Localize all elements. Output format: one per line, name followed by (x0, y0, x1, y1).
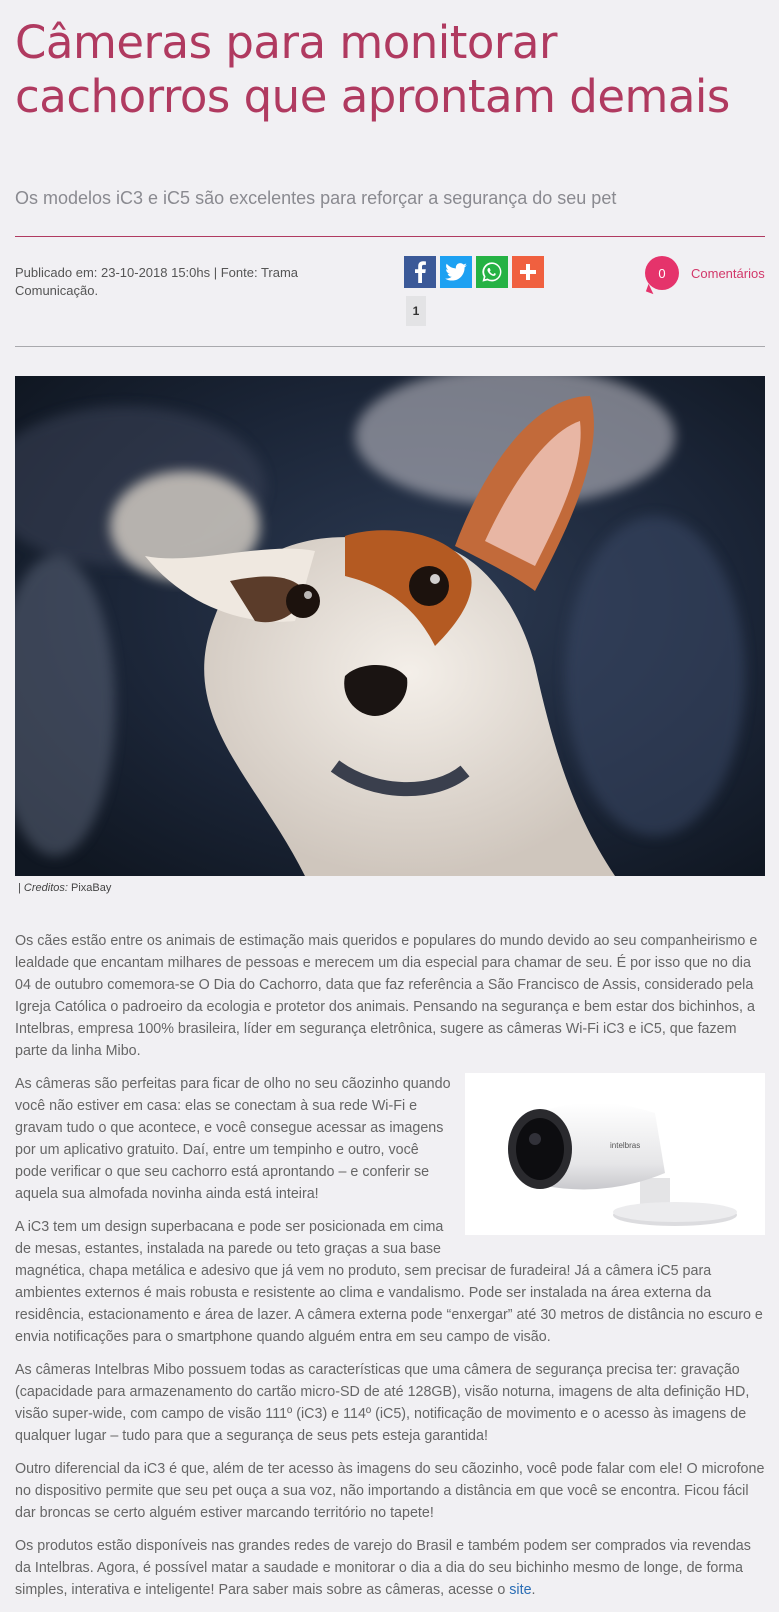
paragraph-6-suffix: . (531, 1582, 536, 1598)
image-caption: | Creditos: PixaBay (18, 882, 112, 894)
comments-count: 0 (658, 265, 666, 281)
meta-divider (15, 346, 765, 347)
paragraph-3: A iC3 tem um design superbacana e pode ser posicionada em cima de mesas, estantes, instalada na parede ou teto graças a sua base magnética, chapa metálica e adesivo que já vem no produto, sem precisar de furadeira! Já a câmera iC5 para ambientes externos é mais robusta e resistente ao clima e vandalismo. Pode ser instalada na área externa da residência, estacionamento e área de lazer. A câmera externa pode “enxergar” até 30 metros de distância no escuro e envia notificações para o smartphone quando alguém entra em seu campo de visão. (15, 1219, 763, 1345)
paragraph-6 (15, 1535, 765, 1601)
paragraph-2: As câmeras são perfeitas para ficar de olho no seu cãozinho quando você não estiver em casa: elas se conectam à sua rede Wi-Fi e gravam tudo o que acontece, e você consegue acessar as imagens por um aplicativo gratuito. Daí, entre um tempinho e outro, você pode verificar o que seu cachorro está aprontando – e conferir se aquela sua almofada novinha ainda está inteira! (15, 1076, 451, 1202)
comments-label: Comentários (691, 265, 765, 281)
paragraph-1: Os cães estão entre os animais de estimação mais queridos e populares do mundo devido ao seu companheirismo e lealdade que encantam milhares de pessoas e merecem um dia especial para chamar de seu. É por isso que no dia 04 de outubro comemora-se O Dia do Cachorro, data que faz referência a São Francisco de Assis, considerado pela Igreja Católica o padroeiro da ecologia e protetor dos animais. Pensando na segurança e bem estar dos bichinhos, a Intelbras, empresa 100% brasileira, líder em segurança eletrônica, sugere as câmeras Wi-Fi iC3 e iC5, que fazem parte da linha Mibo. (15, 933, 758, 1059)
facebook-share-button[interactable] (404, 256, 436, 288)
whatsapp-icon (481, 261, 503, 283)
share-bar (404, 256, 544, 288)
comments-link[interactable] (645, 256, 765, 290)
article-title: Câmeras para monitorar cachorros que aprontam demais (15, 16, 730, 123)
paragraph-4: As câmeras Intelbras Mibo possuem todas as características que uma câmera de segurança precisa ter: gravação (capacidade para armazenamento do cartão micro-SD de até 128GB), visão noturna, imagens de alta definição HD, visão super-wide, com campo de visão 111º (iC3) e 114º (iC5), notificação de movimento e o acesso às imagens de qualquer lugar – tudo para que a segurança de seus pets esteja garantida! (15, 1362, 750, 1444)
article-body (15, 930, 765, 1612)
title-divider (15, 236, 765, 237)
share-count: 1 (406, 296, 426, 326)
plus-icon (520, 264, 536, 280)
caption-prefix: Creditos: (23, 882, 68, 894)
camera-product-image (465, 1073, 765, 1235)
whatsapp-share-button[interactable] (476, 256, 508, 288)
site-link[interactable]: site (509, 1582, 532, 1598)
paragraph-6-text: Os produtos estão disponíveis nas grandes redes de varejo do Brasil e também podem ser comprados via revendas da Intelbras. Agora, é possível matar a saudade e monitorar o dia a dia do seu bichinho mesmo de longe, de forma simples, interativa e inteligente! Para saber mais sobre as câmeras, acesse o (15, 1538, 751, 1598)
twitter-share-button[interactable] (440, 256, 472, 288)
paragraph-5: Outro diferencial da iC3 é que, além de ter acesso às imagens do seu cãozinho, você pode falar com ele! O microfone no dispositivo permite que seu pet ouça a sua voz, não importando a distância em que você se encontra. Ficou fácil dar broncas se certo alguém estiver marcando território no tapete! (15, 1461, 765, 1521)
caption-source: PixaBay (71, 882, 112, 894)
publish-meta: Publicado em: 23-10-2018 15:0hs | Fonte: Trama Comunicação. (15, 265, 299, 298)
hero-image-dog (15, 376, 765, 876)
camera-brand-label: intelbras (610, 1141, 641, 1150)
twitter-icon (445, 263, 467, 281)
facebook-icon (411, 261, 429, 283)
comment-bubble-icon (645, 256, 679, 290)
more-share-button[interactable] (512, 256, 544, 288)
article-subtitle: Os modelos iC3 e iC5 são excelentes para reforçar a segurança do seu pet (15, 188, 617, 208)
